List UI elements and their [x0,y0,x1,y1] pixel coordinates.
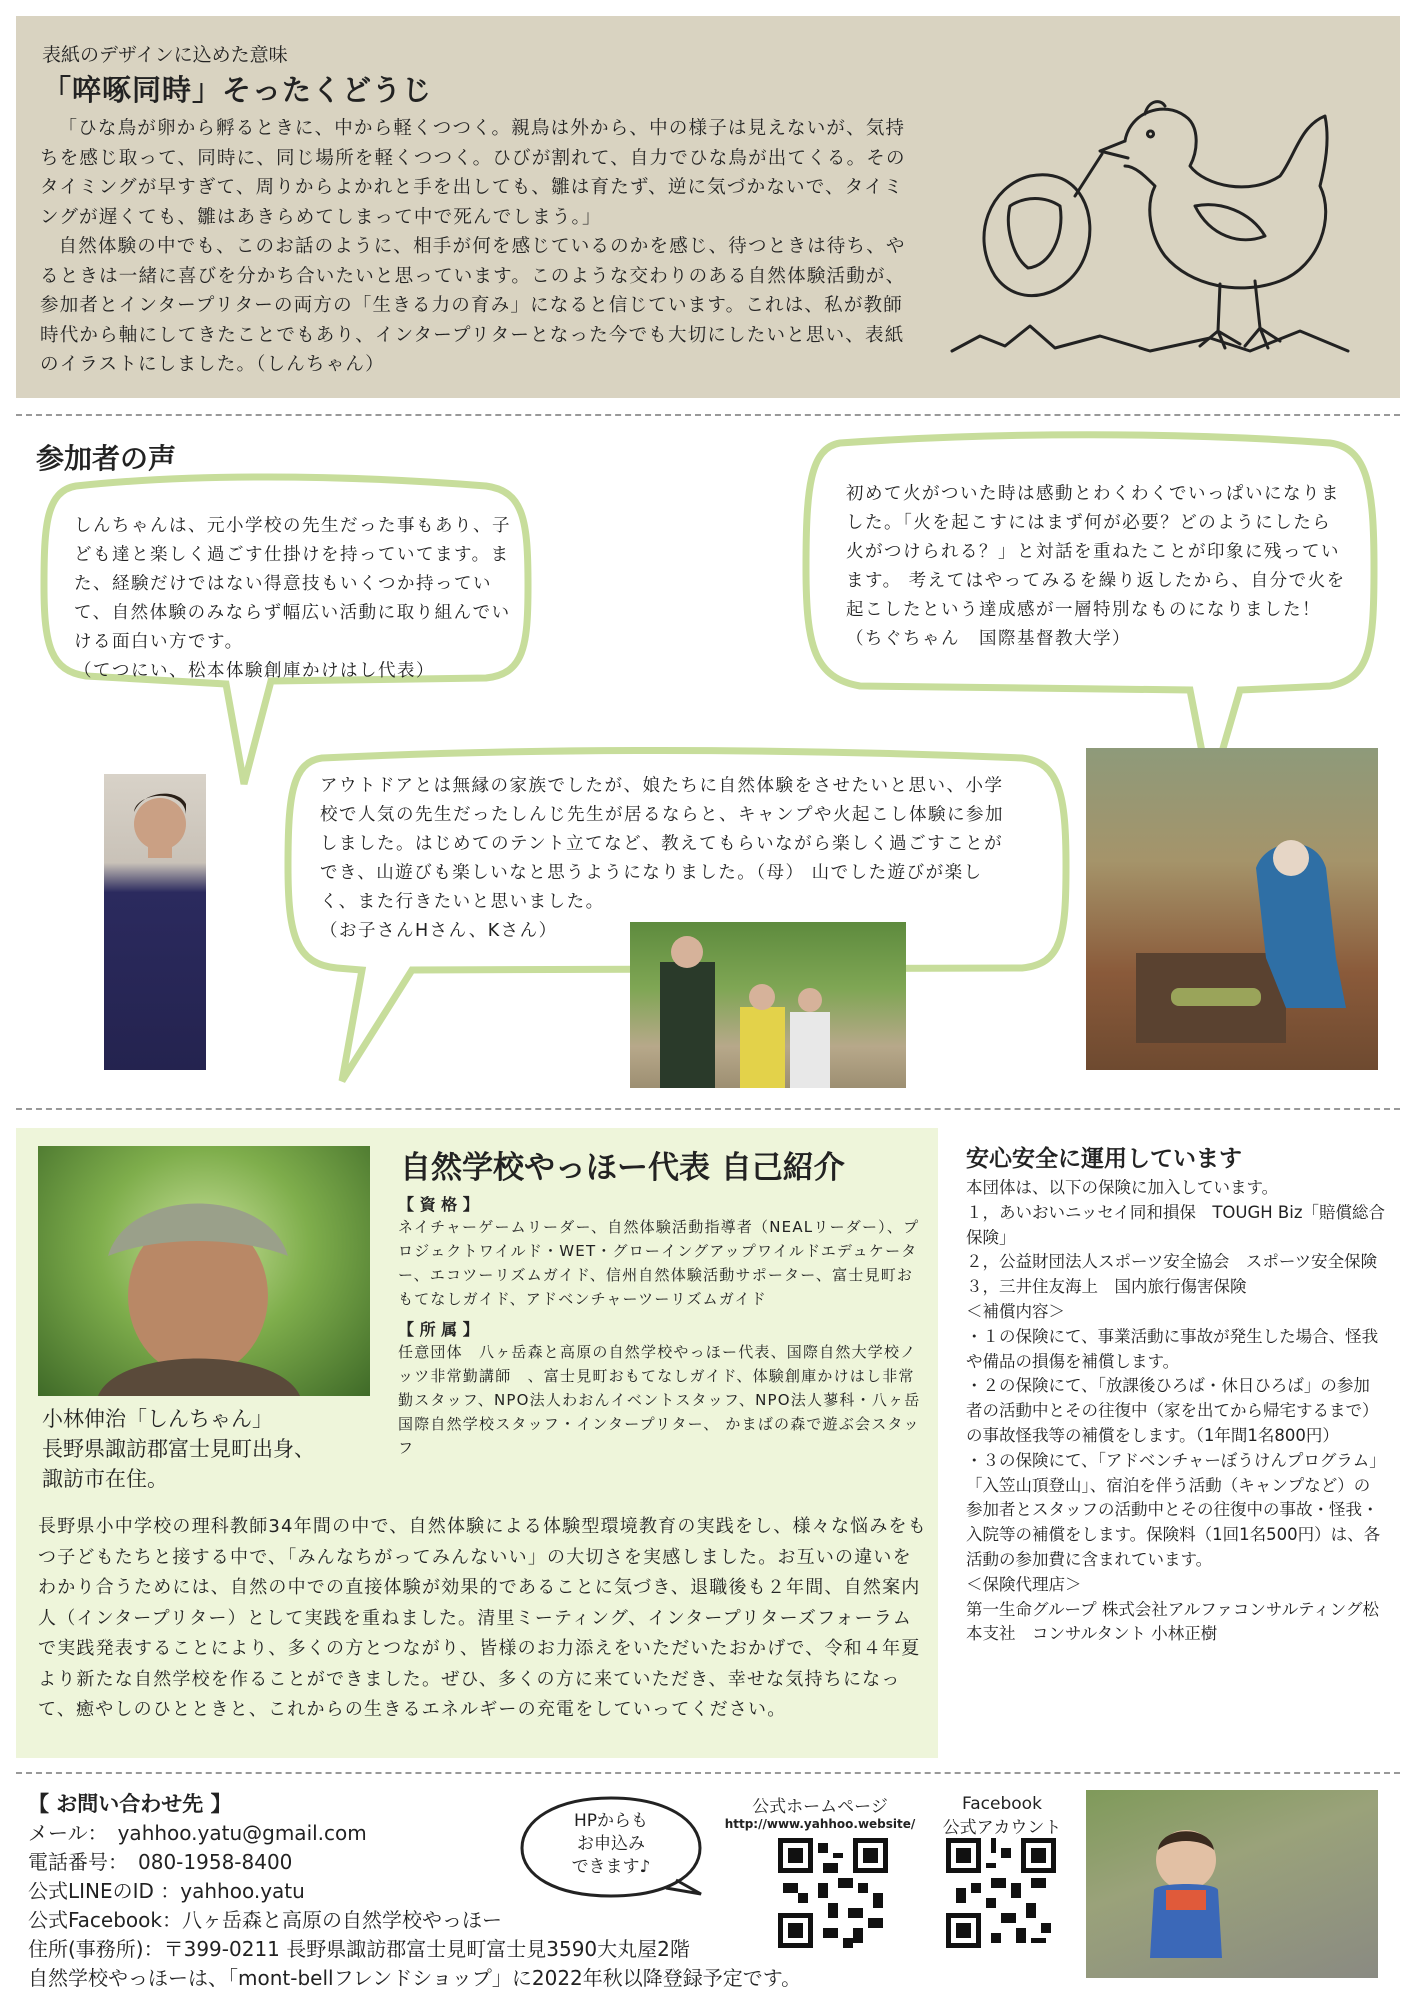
hp-apply-line: HPからも [573,1811,649,1831]
voice-3-text [320,772,1010,946]
child-shapes [1086,1790,1378,1978]
fire-scene-shapes [1086,748,1378,1070]
safety-line: ＜保険代理店＞ [966,1574,1082,1594]
contact-facebook: 公式Facebook：八ヶ岳森と高原の自然学校やっほー [28,1908,502,1932]
person-silhouette [104,774,206,1070]
voice-1-text [74,512,524,686]
voice-3-body: アウトドアとは無縁の家族でしたが、娘たちに自然体験をさせたいと思い、小学校で人気の先生だったしんじ先生が居るならと、キャンプや火起こし体験に参加しました。はじめてのテント立てなど、教えてもらいながら楽しく過ごすことができ、山遊びも楽しいなと思うようになりました。（母） 山でした遊びが楽しく、また行きたいと思いました。 [320,776,1004,912]
homepage-url[interactable]: http://www.yahhoo.website/ [724,1817,916,1831]
contact-title: 【 お問い合わせ先 】 [28,1792,232,1816]
homepage-block [715,1792,925,1831]
qualifications-body: ネイチャーゲームリーダー、自然体験活動指導者（NEALリーダー）、プロジェクトワイルド・WET・グローイングアップワイルドエデュケーター、エコツーリズムガイド、信州自然体験活動サポーター、富士見町おもてなしガイド、アドベンチャーツーリズムガイド [398,1218,920,1308]
voices-title: 参加者の声 [36,442,177,475]
cover-meaning-label: 表紙のデザインに込めた意味 [42,44,288,66]
affiliations-body: 任意団体 八ヶ岳森と高原の自然学校やっほー代表、国際自然大学校ノッツ非常勤講師 、富士見町おもてなしガイド、体験創庫かけはし非常勤スタッフ、NPO法人わおんイベントスタッフ、NPO法人蓼科・八ヶ岳国際自然学校スタッフ・インタープリター、 かまばの森で遊ぶ会スタッフ [398,1343,921,1457]
voice-2-text [846,480,1346,654]
safety-line: 第一生命グループ 株式会社アルファコンサルティング松本支社 コンサルタント 小林正樹 [966,1599,1379,1644]
qualifications-heading: 【 資 格 】 [398,1195,479,1214]
safety-body [966,1176,1386,1647]
facebook-sublabel: 公式アカウント [942,1818,1062,1838]
safety-title: 安心安全に運用しています [966,1146,1242,1172]
montbell-note: 自然学校やっほーは、「mont-bellフレンドショップ」に2022年秋以降登録予定です。 [28,1966,802,1990]
contact-line-id: 公式LINEのID ：yahhoo.yatu [28,1879,305,1903]
homepage-qr-code[interactable] [778,1838,888,1948]
cover-meaning-paragraph-2: 自然体験の中でも、このお話のように、相手が何を感じているのかを感じ、待つときは待ち、やるときは一緒に喜びを分かち合いたいと思っています。このような交わりのある自然体験活動が、参加者とインタープリターの両方の「生きる力の育み」になると信じています。これは、私が教師時代から軸にしてきたことでもあり、インタープリターとなった今でも大切にしたいと思い、表紙のイラストにしました。（しんちゃん） [40,236,906,375]
family-camp-photo [630,922,906,1088]
cover-meaning-body [40,114,920,380]
voice-1-author: （てつにい、松本体験創庫かけはし代表） [74,661,435,681]
voice-2-body: 初めて火がついた時は感動とわくわくでいっぱいになりました。「火を起こすにはまず何が必要？どのようにしたら火がつけられる？」と対話を重ねたことが印象に残っています。 考えてはやってみるを繰り返したから、自分で火を起こしたという達成感が一層特別なものになりました！ [846,484,1346,620]
safety-line: ・３の保険にて、「アドベンチャーぼうけんプログラム」「入笠山頂登山」、宿泊を伴う活動（キャンプなど）の参加者とスタッフの活動中とその往復中の事故・怪我・入院等の補償をします。保険料（1回1名500円）は、各活動の参加費に含まれています。 [966,1450,1386,1569]
safety-line: ２，公益財団法人スポーツ安全協会 スポーツ安全保険 [966,1252,1378,1272]
facebook-qr-code[interactable] [946,1838,1056,1948]
profile-name: 小林伸治「しんちゃん」 [42,1407,273,1431]
contact-address: 住所(事務所)：〒399-0211 長野県諏訪郡富士見町富士見3590大丸屋2階 [28,1937,690,1961]
hp-apply-text [516,1810,706,1879]
section-divider-2 [16,1108,1400,1110]
facebook-block [932,1792,1072,1840]
cover-meaning-title: 「啐啄同時」そったくどうじ [42,73,433,107]
section-divider-3 [16,1772,1400,1774]
contact-email[interactable]: メール： yahhoo.yatu@gmail.com [28,1821,367,1845]
self-intro-title: 自然学校やっほー代表 自己紹介 [400,1150,845,1186]
voice-1-body: しんちゃんは、元小学校の先生だった事もあり、子ども達と楽しく過ごす仕掛けを持っていてます。また、経験だけではない得意技もいくつか持っていて、自然体験のみならず幅広い活動に取り組んでいける面白い方です。 [74,516,511,652]
portrait-shapes [38,1146,370,1396]
profile-residence: 諏訪市在住。 [42,1467,168,1491]
section-divider-1 [16,414,1400,416]
shinchan-portrait-photo [38,1146,370,1396]
hen-and-egg-illustration [950,96,1350,366]
profile-name-block [42,1404,315,1494]
voice-2-author: （ちぐちゃん 国際基督教大学） [846,629,1131,649]
homepage-label: 公式ホームページ [752,1797,888,1817]
qualifications-block [398,1192,923,1460]
cover-meaning-paragraph-1: 「ひな鳥が卵から孵るときに、中から軽くつつく。親鳥は外から、中の様子は見えないが、気持ちを感じ取って、同時に、同じ場所を軽くつつく。ひびが割れて、自力でひな鳥が出てくる。そのタイミングが早すぎて、周りからよかれと手を出しても、雛は育たず、逆に気づかないで、タイミングが遅くても、雛はあきらめてしまって中で死んでしまう。」 [40,118,906,228]
hp-apply-line: できます♪ [571,1857,651,1877]
child-photo [1086,1790,1378,1978]
voice-3-author: （お子さんHさん、Kさん） [320,921,558,941]
fire-making-photo [1086,748,1378,1070]
contact-phone[interactable]: 電話番号： 080-1958-8400 [28,1850,293,1874]
safety-line: ・２の保険にて、「放課後ひろば・休日ひろば」の参加者の活動中とその往復中（家を出てから帰宅するまで）の事故怪我等の補償をします。（1年間1名800円） [966,1376,1379,1445]
safety-line: 本団体は、以下の保険に加入しています。 [966,1178,1279,1197]
shinchan-photo [104,774,206,1070]
safety-line: ・１の保険にて、事業活動に事故が発生した場合、怪我や備品の損傷を補償します。 [966,1326,1379,1371]
affiliations-heading: 【 所 属 】 [398,1320,479,1339]
safety-line: １，あいおいニッセイ同和損保 TOUGH Biz「賠償総合保険」 [966,1202,1385,1247]
safety-line: ３，三井住友海上 国内旅行傷害保険 [966,1277,1247,1297]
facebook-label: Facebook [962,1794,1042,1814]
hp-apply-line: お申込み [577,1834,645,1854]
safety-line: ＜補償内容＞ [966,1301,1065,1321]
group-silhouettes [630,922,906,1088]
profile-hometown: 長野県諏訪郡富士見町出身、 [42,1437,315,1461]
self-intro-body: 長野県小中学校の理科教師34年間の中で、自然体験による体験型環境教育の実践をし、様々な悩みをもつ子どもたちと接する中で、「みんなちがってみんないい」の大切さを実感しました。お互いの違いをわかり合うためには、自然の中での直接体験が効果的であることに気づき、退職後も２年間、自然案内人（インタープリター）として実践を重ねました。清里ミーティング、インタープリターズフォーラムで実践発表することにより、多くの方とつながり、皆様のお力添えをいただいたおかげで、令和４年夏より新たな自然学校を作ることができました。ぜひ、多くの方に来ていただき、幸せな気持ちになって、癒やしのひとときと、これからの生きるエネルギーの充電をしていってください。 [38,1516,927,1720]
